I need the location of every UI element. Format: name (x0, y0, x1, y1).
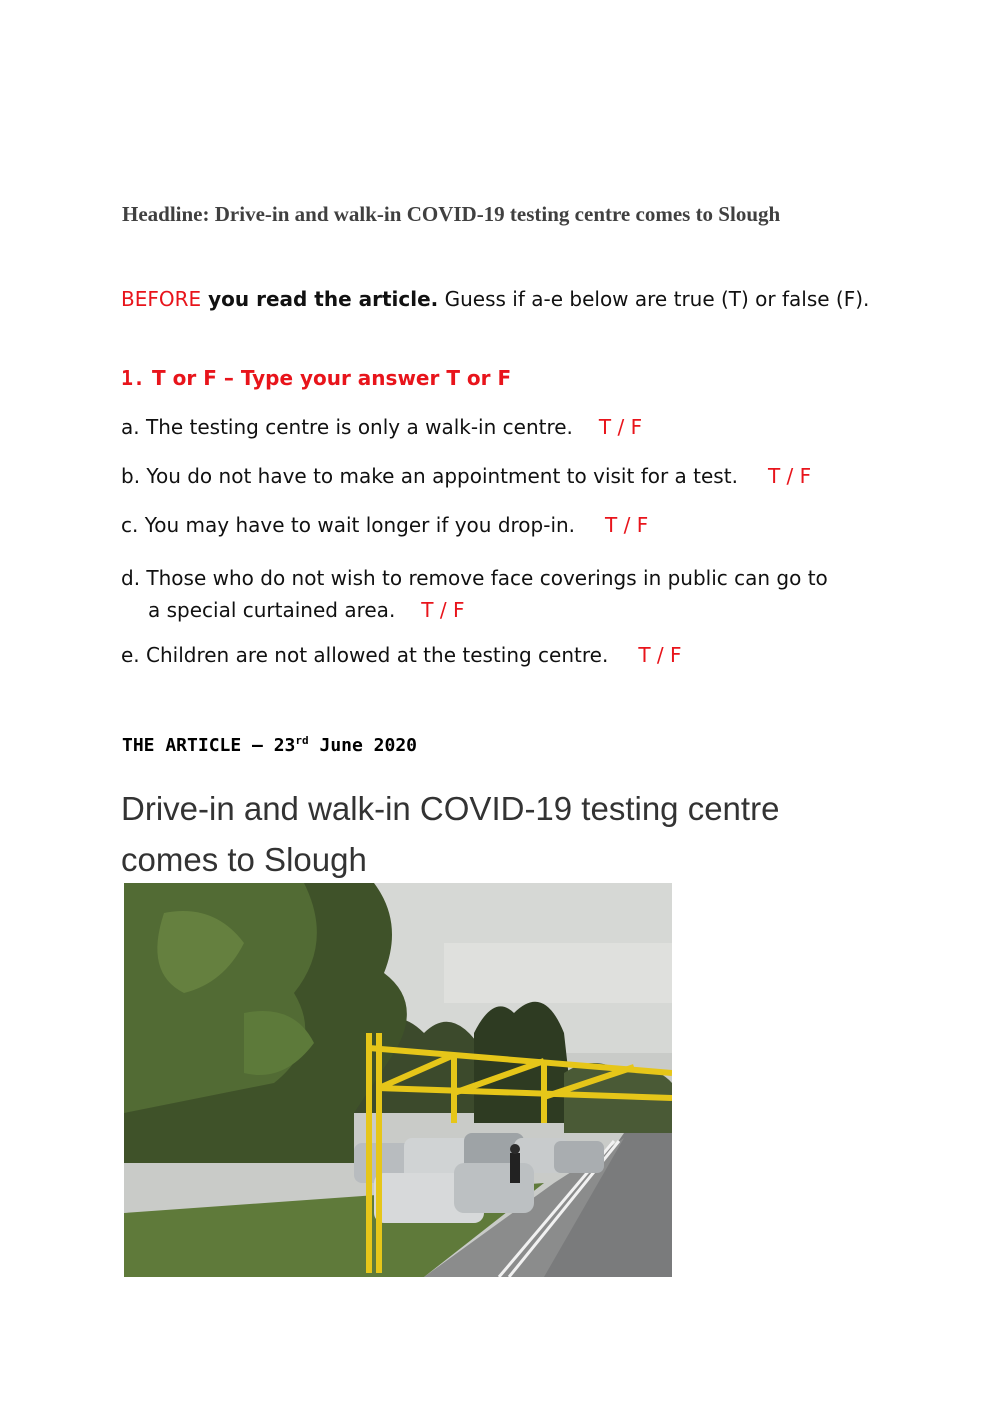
item-text-cont: a special curtained area. (148, 598, 396, 622)
instructions (121, 282, 881, 316)
item-d (121, 562, 901, 626)
item-c (121, 513, 648, 537)
instructions-before: BEFORE (121, 287, 202, 311)
item-text: b. You do not have to make an appointment to visit for a test. (121, 464, 738, 488)
article-title: Drive-in and walk-in COVID-19 testing centre comes to Slough (121, 790, 780, 878)
question-text: T or F – Type your answer T or F (145, 366, 512, 390)
item-text: d. Those who do not wish to remove face coverings in public can go to (121, 566, 828, 590)
answer-tf[interactable]: T / F (767, 464, 812, 488)
item-b (121, 464, 811, 488)
item-text: c. You may have to wait longer if you drop-in. (121, 513, 576, 537)
article-label-text: THE ARTICLE – 23 (122, 735, 296, 756)
item-text: e. Children are not allowed at the testing centre. (121, 643, 609, 667)
answer-tf[interactable]: T / F (638, 643, 682, 667)
question-number: 1. (121, 366, 146, 390)
article-photo (124, 883, 672, 1277)
instructions-rest: Guess if a-e below are true (T) or false (F). (438, 287, 870, 311)
question-title (121, 366, 511, 390)
answer-tf[interactable]: T / F (421, 598, 465, 622)
headline: Headline: Drive-in and walk-in COVID-19 testing centre comes to Slough (122, 202, 781, 226)
article-label-sup: rd (295, 734, 309, 747)
answer-tf[interactable]: T / F (598, 415, 643, 439)
answer-tf[interactable]: T / F (605, 513, 649, 537)
item-a (121, 415, 642, 439)
item-text: a. The testing centre is only a walk-in centre. (121, 415, 573, 439)
article-label (122, 734, 417, 756)
instructions-bold: you read the article. (201, 287, 439, 311)
article-label-date: June 2020 (308, 735, 418, 756)
item-e (121, 643, 682, 667)
